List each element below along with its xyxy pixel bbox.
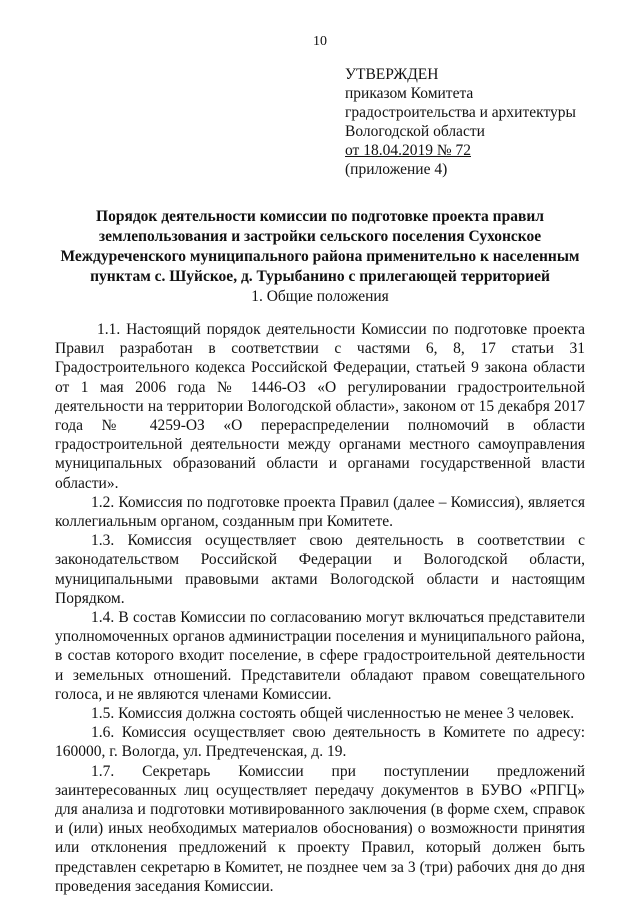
approval-line: Вологодской области xyxy=(345,123,485,140)
approval-line: градостроительства и архитектуры xyxy=(345,104,576,121)
section-heading: 1. Общие положения xyxy=(251,288,389,305)
paragraph-1-1: 1.1. Настоящий порядок деятельности Комиссии по подготовке проекта Правил разработан в соответствии с частями 6, 8, 17 статьи 31 Градостроительного кодекса Российской Федерации, статьей 9 закона области от 1 мая 2006 года № 1446-ОЗ «О регулировании градостроительной деятельности на территории Вологодской области», законом от 15 декабря 2017 года № 4259-ОЗ «О перераспределении полномочий в области градостроительной деятельности между органами местного самоуправления муниципальных образований области и органами государственной власти области». xyxy=(55,321,585,492)
paragraph-1-5: 1.5. Комиссия должна состоять общей численностью не менее 3 человек. xyxy=(91,705,575,723)
document-body xyxy=(55,320,585,896)
page-number: 10 xyxy=(313,34,327,49)
paragraph-1-4: 1.4. В состав Комиссии по согласованию могут включаться представители уполномоченных органов администрации поселения и муниципального района, в состав которого входит поселение, в сфере градостроительной деятельности и земельных отношений. Представители обладают правом совещательного голоса, и не являются членами Комиссии. xyxy=(55,609,585,703)
paragraph-1-2: 1.2. Комиссия по подготовке проекта Правил (далее – Комиссия), является коллегиальным органом, созданным при Комитете. xyxy=(55,493,585,531)
paragraph-1-3: 1.3. Комиссия осуществляет свою деятельность в соответствии с законодательством Российской Федерации и Вологодской области, муниципальными правовыми актами Вологодской области и настоящим Порядком. xyxy=(55,532,585,607)
approval-line: УТВЕРЖДЕН xyxy=(345,66,439,83)
title-line: Междуреченского муниципального района применительно к населенным xyxy=(60,248,580,265)
approval-order-date: от 18.04.2019 № 72 xyxy=(345,142,471,159)
title-line: Порядок деятельности комиссии по подготовке проекта правил xyxy=(96,208,544,225)
title-line: землепользования и застройки сельского поселения Сухонское xyxy=(98,228,542,245)
document-title xyxy=(55,207,585,287)
approval-appendix: (приложение 4) xyxy=(345,161,448,178)
approval-line: приказом Комитета xyxy=(345,85,474,102)
paragraph-1-7: 1.7. Секретарь Комиссии при поступлении предложений заинтересованных лиц осуществляет передачу документов в БУВО «РПГЦ» для анализа и подготовки мотивированного заключения (в форме схем, справок и (или) иных необходимых материалов обоснования) о возможности принятия или отклонения предложений к проекту Правил, который должен быть представлен секретарю в Комитет, не позднее чем за 3 (три) рабочих дня до дня проведения заседания Комиссии. xyxy=(55,762,585,895)
title-line: пунктам с. Шуйское, д. Турыбанино с прилегающей территорией xyxy=(90,268,550,285)
paragraph-1-6: 1.6. Комиссия осуществляет свою деятельность в Комитете по адресу: 160000, г. Вологда, ул. Предтеченская, д. 19. xyxy=(55,724,585,761)
approval-stamp xyxy=(345,65,615,179)
